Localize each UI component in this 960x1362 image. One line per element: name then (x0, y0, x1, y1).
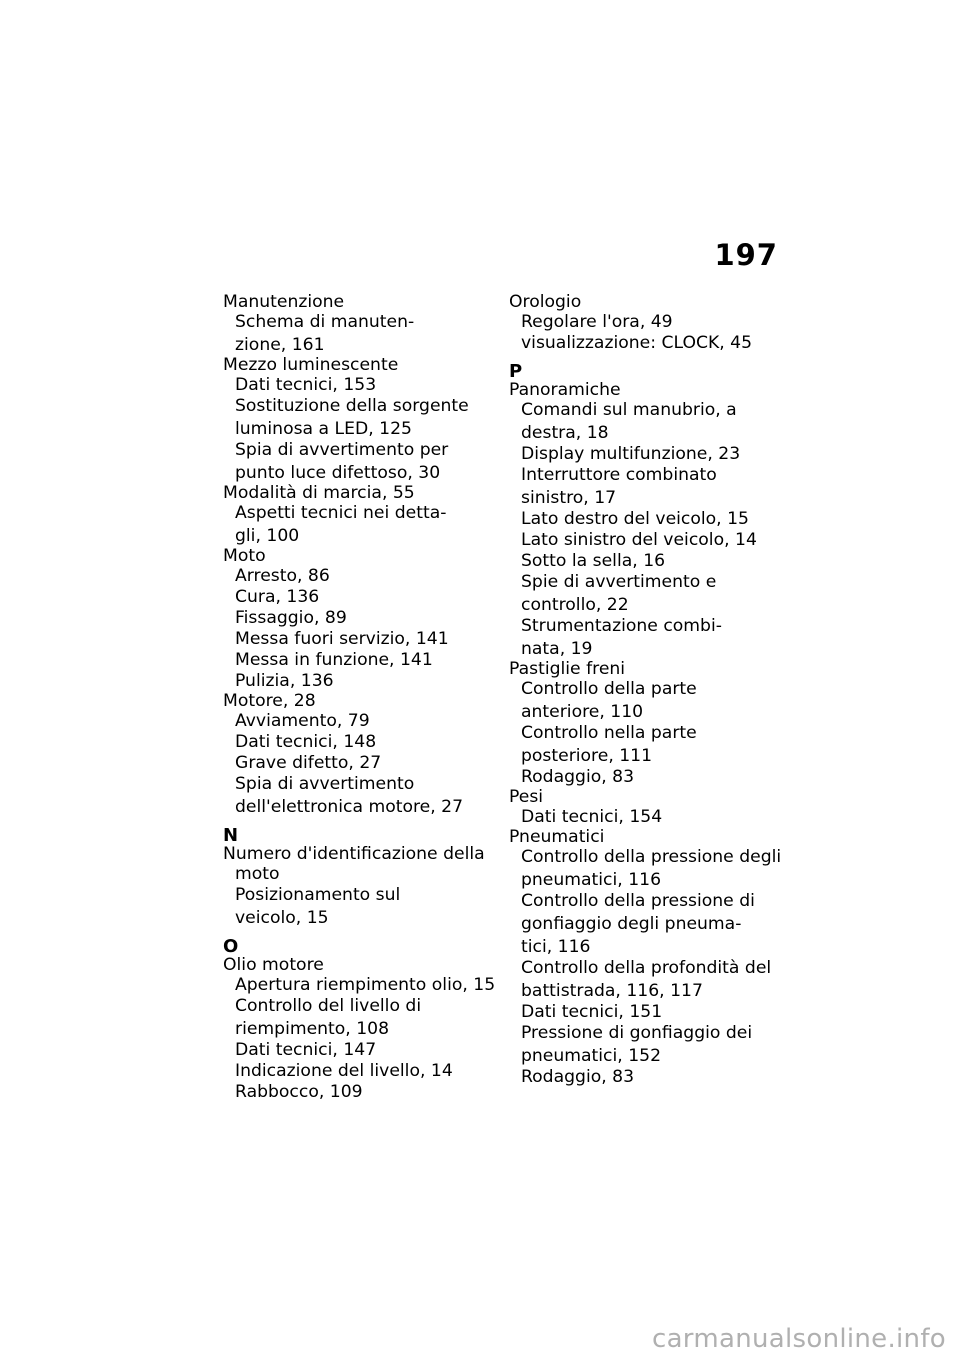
index-entry-heading: Modalità di marcia, 55 (223, 483, 415, 503)
index-entry (509, 381, 784, 660)
index-subentry-line: Posizionamento sul (235, 885, 401, 905)
page-number: 197 (714, 238, 778, 272)
index-entry-heading: Pneumatici (509, 827, 605, 847)
index-subentry-line: Controllo della parte (521, 679, 697, 699)
index-subentry (223, 774, 498, 818)
index-subentry-line: Aspetti tecnici nei detta- (235, 503, 447, 523)
index-subentry (223, 587, 498, 608)
index-subentry-line: Apertura riempimento olio, 15 (235, 975, 496, 995)
index-entry-heading: Manutenzione (223, 292, 345, 312)
index-subentry-line: Lato destro del veicolo, 15 (521, 509, 749, 529)
index-entry (223, 356, 498, 484)
index-entry (223, 692, 498, 818)
index-entry-heading: Mezzo luminescente (223, 355, 399, 375)
index-column-left (223, 293, 498, 1103)
index-subentry-line: Controllo della profondità del (521, 958, 772, 978)
index-subentry (223, 629, 498, 650)
index-subentry-line: tici, 116 (521, 937, 591, 957)
index-subentry (223, 671, 498, 692)
index-subentry-line: Pressione di gonfiaggio dei (521, 1023, 753, 1043)
index-subentry (223, 312, 498, 356)
index-subentry-line: visualizzazione: CLOCK, 45 (521, 333, 753, 353)
index-subentry (509, 551, 784, 572)
index-subentry-line: Dati tecnici, 151 (521, 1002, 663, 1022)
index-subentry (509, 616, 784, 660)
index-entry-heading: Orologio (509, 292, 582, 312)
index-subentry (509, 1023, 784, 1067)
index-subentry (509, 530, 784, 551)
index-subentry (223, 996, 498, 1040)
index-subentry (223, 1061, 498, 1082)
index-subentry (223, 711, 498, 732)
index-subentry-line: Dati tecnici, 154 (521, 807, 663, 827)
index-subentry (509, 333, 784, 354)
index-subentry-line: dell'elettronica motore, 27 (235, 797, 464, 817)
index-subentry-line: Strumentazione combi- (521, 616, 722, 636)
index-subentry-line: Regolare l'ora, 49 (521, 312, 673, 332)
index-entry (509, 293, 784, 354)
index-subentry (223, 608, 498, 629)
index-subentry-line: pneumatici, 152 (521, 1046, 662, 1066)
index-subentry-line: Dati tecnici, 147 (235, 1040, 377, 1060)
index-subentry-line: moto (235, 864, 280, 884)
index-subentry (223, 753, 498, 774)
index-subentry-line: Dati tecnici, 148 (235, 732, 377, 752)
index-subentry-line: Spia di avvertimento (235, 774, 415, 794)
index-subentry (509, 679, 784, 723)
index-entry-heading: Numero d'identificazione della (223, 844, 485, 864)
index-subentry-line: Avviamento, 79 (235, 711, 370, 731)
index-subentry-line: Controllo nella parte (521, 723, 697, 743)
index-subentry (223, 885, 498, 929)
index-subentry-line: Messa fuori servizio, 141 (235, 629, 449, 649)
index-entry-heading: Olio motore (223, 955, 324, 975)
index-subentry (509, 807, 784, 828)
index-subentry-line: Spie di avvertimento e (521, 572, 717, 592)
index-subentry-line: Controllo della pressione di (521, 891, 755, 911)
index-subentry-line: Pulizia, 136 (235, 671, 334, 691)
index-subentry-line: riempimento, 108 (235, 1019, 390, 1039)
index-subentry (223, 732, 498, 753)
index-subentry (509, 767, 784, 788)
index-subentry-line: Rodaggio, 83 (521, 1067, 635, 1087)
index-letter-heading: O (223, 936, 239, 957)
index-subentry-line: Interruttore combinato (521, 465, 717, 485)
index-subentry-line: gonfiaggio degli pneuma- (521, 914, 742, 934)
index-entry (509, 660, 784, 788)
index-subentry (509, 891, 784, 958)
index-subentry (509, 400, 784, 444)
index-subentry (223, 1040, 498, 1061)
index-subentry-line: Controllo della pressione degli (521, 847, 782, 867)
index-subentry (509, 1002, 784, 1023)
index-subentry-line: Cura, 136 (235, 587, 320, 607)
index-subentry-line: luminosa a LED, 125 (235, 419, 412, 439)
index-subentry-line: Dati tecnici, 153 (235, 375, 377, 395)
index-subentry (509, 509, 784, 530)
index-letter-heading: N (223, 825, 239, 846)
index-entry (223, 484, 498, 547)
index-subentry (223, 566, 498, 587)
index-subentry-line: battistrada, 116, 117 (521, 981, 703, 1001)
index-subentry-line: Display multifunzione, 23 (521, 444, 741, 464)
index-subentry (509, 723, 784, 767)
index-subentry-line: Grave difetto, 27 (235, 753, 382, 773)
index-subentry-line: Sotto la sella, 16 (521, 551, 666, 571)
index-entry (223, 293, 498, 356)
index-subentry-line: Comandi sul manubrio, a (521, 400, 737, 420)
index-entry (509, 788, 784, 828)
index-subentry-line: posteriore, 111 (521, 746, 653, 766)
index-subentry-line: Messa in funzione, 141 (235, 650, 433, 670)
index-subentry-line: Fissaggio, 89 (235, 608, 347, 628)
index-subentry (509, 847, 784, 891)
index-entry-heading: Moto (223, 546, 266, 566)
index-subentry-line: veicolo, 15 (235, 908, 329, 928)
index-letter-heading: P (509, 361, 523, 382)
index-subentry-line: Rodaggio, 83 (521, 767, 635, 787)
index-subentry-line: Controllo del livello di (235, 996, 422, 1016)
index-subentry-line: zione, 161 (235, 335, 325, 355)
index-subentry (223, 975, 498, 996)
index-subentry (509, 1067, 784, 1088)
index-subentry-line: punto luce difettoso, 30 (235, 463, 441, 483)
index-subentry (223, 1082, 498, 1103)
index-entry (223, 547, 498, 692)
index-subentry-line: controllo, 22 (521, 595, 629, 615)
index-subentry (509, 958, 784, 1002)
index-entry-heading: Pesi (509, 787, 544, 807)
index-subentry (223, 440, 498, 484)
index-subentry-line: Schema di manuten- (235, 312, 415, 332)
index-entry (509, 828, 784, 1088)
index-subentry-line: Indicazione del livello, 14 (235, 1061, 453, 1081)
index-subentry-line: Lato sinistro del veicolo, 14 (521, 530, 757, 550)
index-subentry-line: gli, 100 (235, 526, 300, 546)
index-subentry-line: destra, 18 (521, 423, 609, 443)
index-subentry-line: Spia di avvertimento per (235, 440, 449, 460)
index-subentry (509, 465, 784, 509)
index-entry-heading: Panoramiche (509, 380, 621, 400)
index-subentry-line: anteriore, 110 (521, 702, 644, 722)
index-subentry (223, 375, 498, 396)
index-subentry (509, 444, 784, 465)
index-entry (223, 845, 498, 929)
index-entry-heading: Motore, 28 (223, 691, 316, 711)
index-subentry-line: pneumatici, 116 (521, 870, 662, 890)
index-subentry-line: Sostituzione della sorgente (235, 396, 469, 416)
index-subentry (223, 503, 498, 547)
index-subentry (509, 572, 784, 616)
index-subentry-line: sinistro, 17 (521, 488, 617, 508)
index-subentry-line: Rabbocco, 109 (235, 1082, 363, 1102)
watermark: carmanualsonline.info (651, 1324, 946, 1354)
index-subentry (509, 312, 784, 333)
index-subentry (223, 650, 498, 671)
index-entry-heading: Pastiglie freni (509, 659, 626, 679)
index-entry (223, 956, 498, 1103)
index-column-right (509, 293, 784, 1088)
index-subentry (223, 396, 498, 440)
index-subentry-line: Arresto, 86 (235, 566, 330, 586)
index-subentry-line: nata, 19 (521, 639, 593, 659)
index-subentry (223, 864, 498, 885)
